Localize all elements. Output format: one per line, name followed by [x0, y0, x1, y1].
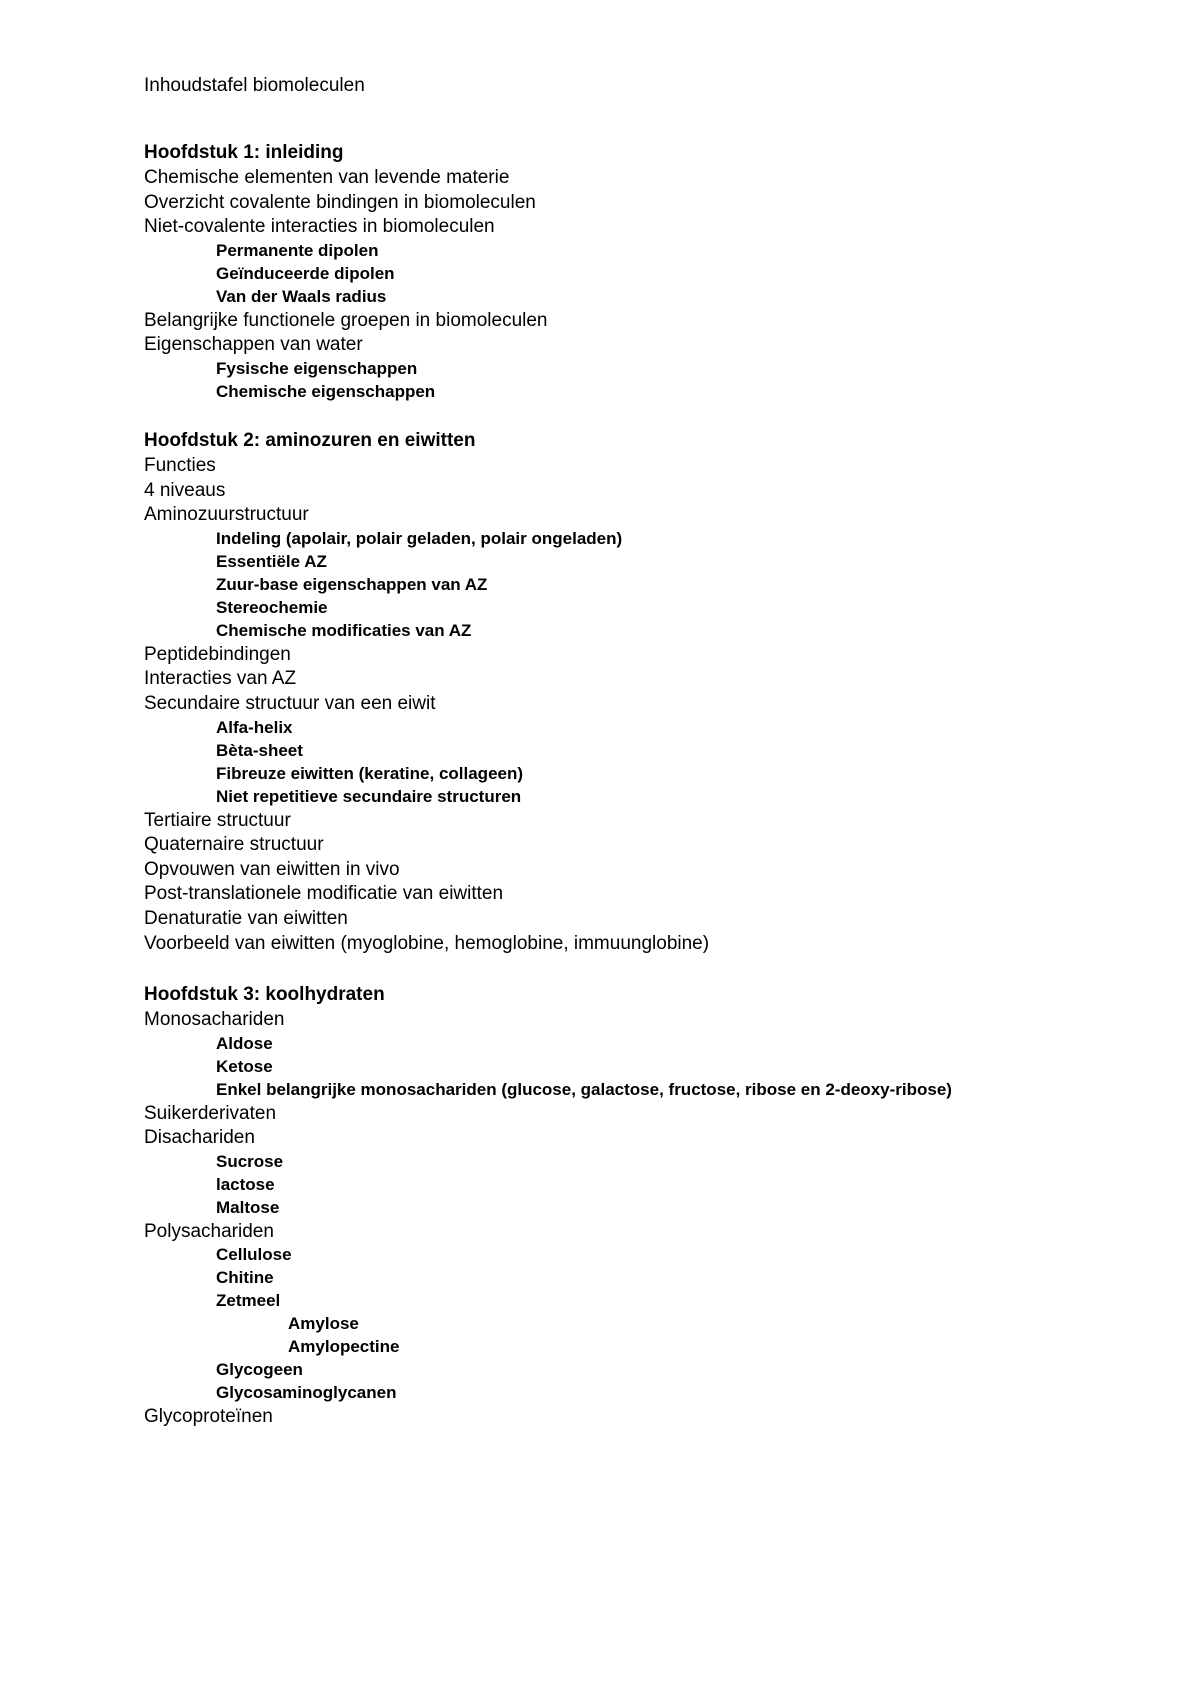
toc-section: Overzicht covalente bindingen in biomoleculen	[144, 192, 536, 213]
toc-section: Opvouwen van eiwitten in vivo	[144, 859, 400, 880]
chapter-heading: Hoofdstuk 2: aminozuren en eiwitten	[144, 430, 476, 451]
toc-subsection: Zuur-base eigenschappen van AZ	[216, 575, 488, 594]
toc-subsection: Alfa-helix	[216, 718, 293, 737]
toc-section: Suikerderivaten	[144, 1103, 277, 1124]
toc-subsection: Van der Waals radius	[216, 287, 387, 306]
toc-subsection: Chemische modificaties van AZ	[216, 621, 472, 640]
toc-section: Aminozuurstructuur	[144, 504, 309, 525]
toc-subsubsection: Amylose	[288, 1314, 359, 1333]
toc-section: Eigenschappen van water	[144, 334, 363, 355]
toc-section: Denaturatie van eiwitten	[144, 908, 348, 929]
toc-subsection: Stereochemie	[216, 598, 328, 617]
toc-section: Functies	[144, 455, 216, 476]
toc-section: Niet-covalente interacties in biomoleculen	[144, 216, 495, 237]
toc-subsection: Niet repetitieve secundaire structuren	[216, 787, 522, 806]
toc-section: Secundaire structuur van een eiwit	[144, 693, 436, 714]
toc-subsection: lactose	[216, 1175, 275, 1194]
toc-subsection: Indeling (apolair, polair geladen, polair ongeladen)	[216, 529, 623, 548]
toc-subsubsection: Amylopectine	[288, 1337, 400, 1356]
chapter-heading: Hoofdstuk 3: koolhydraten	[144, 984, 385, 1005]
toc-section: Peptidebindingen	[144, 644, 291, 665]
toc-section: Glycoproteïnen	[144, 1406, 273, 1427]
toc-subsection: Zetmeel	[216, 1291, 281, 1310]
toc-subsection: Chitine	[216, 1268, 274, 1287]
toc-section: Polysachariden	[144, 1221, 274, 1242]
toc-section: Quaternaire structuur	[144, 834, 324, 855]
toc-section: Chemische elementen van levende materie	[144, 167, 510, 188]
toc-subsection: Maltose	[216, 1198, 280, 1217]
toc-section: Interacties van AZ	[144, 668, 297, 689]
toc-section: Tertiaire structuur	[144, 810, 291, 831]
toc-subsection: Glycogeen	[216, 1360, 303, 1379]
toc-subsection: Fibreuze eiwitten (keratine, collageen)	[216, 764, 524, 783]
toc-subsection: Chemische eigenschappen	[216, 382, 436, 401]
toc-subsection: Glycosaminoglycanen	[216, 1383, 397, 1402]
toc-subsection: Essentiële AZ	[216, 552, 327, 571]
toc-subsection: Permanente dipolen	[216, 241, 379, 260]
toc-section: Monosachariden	[144, 1009, 285, 1030]
toc-subsection: Geïnduceerde dipolen	[216, 264, 395, 283]
toc-section: Belangrijke functionele groepen in biomoleculen	[144, 310, 548, 331]
toc-section: 4 niveaus	[144, 480, 226, 501]
toc-subsection: Fysische eigenschappen	[216, 359, 418, 378]
toc-section: Post-translationele modificatie van eiwitten	[144, 883, 504, 904]
toc-subsection: Ketose	[216, 1057, 273, 1076]
toc-section: Voorbeeld van eiwitten (myoglobine, hemoglobine, immuunglobine)	[144, 933, 710, 954]
toc-subsection: Bèta-sheet	[216, 741, 303, 760]
toc-subsection: Aldose	[216, 1034, 273, 1053]
toc-subsection: Cellulose	[216, 1245, 292, 1264]
toc-subsection: Enkel belangrijke monosachariden (glucose, galactose, fructose, ribose en 2-deoxy-ribose)	[216, 1080, 952, 1099]
document-title: Inhoudstafel biomoleculen	[144, 75, 365, 96]
toc-section: Disachariden	[144, 1127, 255, 1148]
chapter-heading: Hoofdstuk 1: inleiding	[144, 142, 344, 163]
toc-subsection: Sucrose	[216, 1152, 284, 1171]
